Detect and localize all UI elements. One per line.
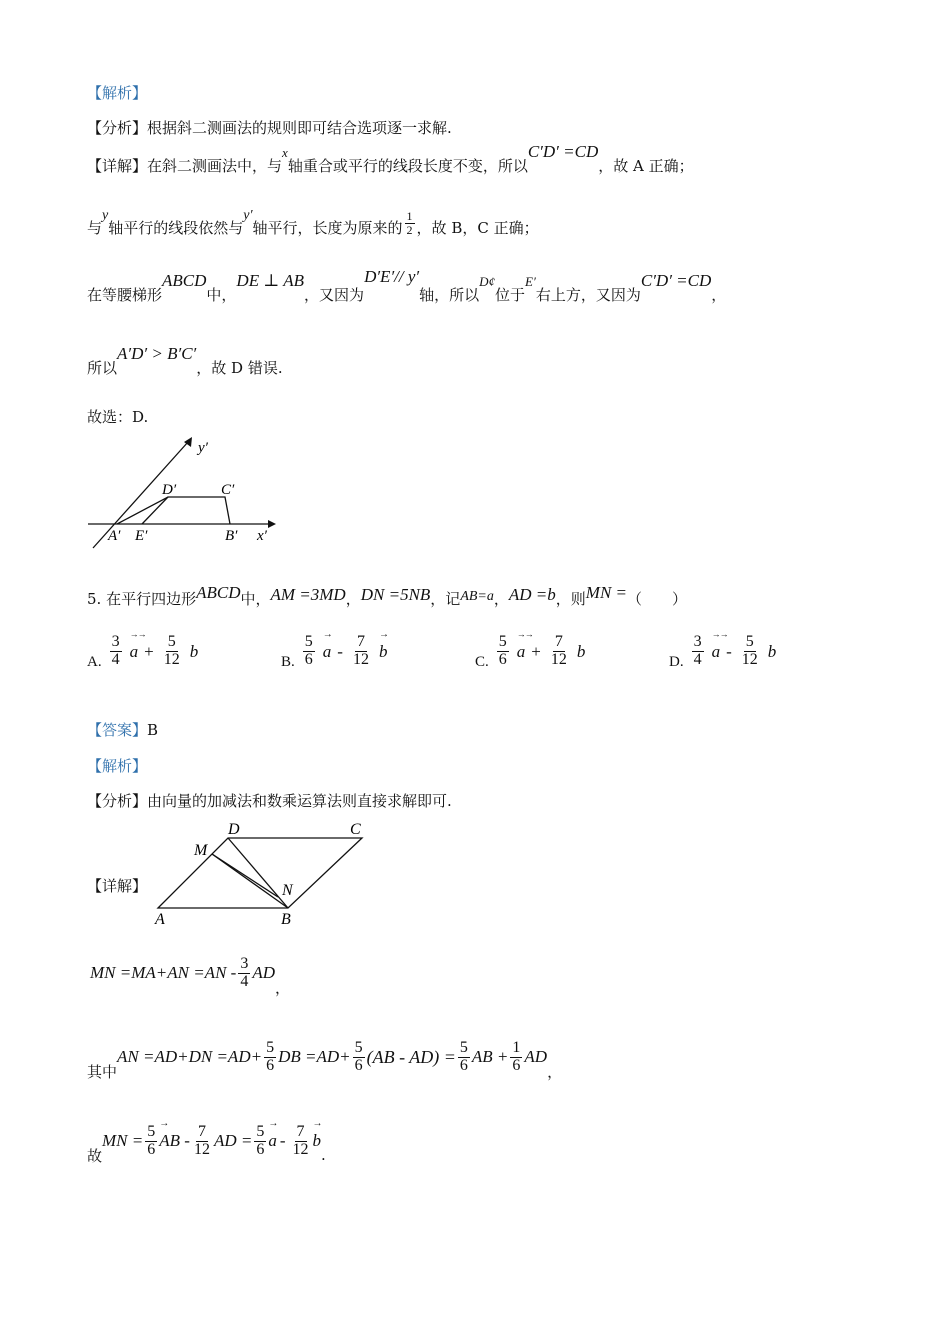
- text: 中，: [206, 286, 237, 304]
- math-ep: E′: [525, 274, 536, 289]
- option-b[interactable]: [281, 632, 387, 671]
- math-ab-eq: AB=a: [460, 589, 494, 604]
- detail-paragraph-4: [87, 344, 283, 378]
- fraction: [497, 634, 509, 669]
- label-b: B: [281, 911, 291, 928]
- math-abcd: ABCD: [162, 271, 207, 290]
- denominator: 4: [111, 651, 120, 668]
- vector-a: → a: [323, 642, 332, 662]
- math-ad-eq: AD =b: [508, 585, 556, 604]
- denominator: 6: [459, 1056, 468, 1074]
- fraction: [549, 634, 569, 669]
- detail-paragraph-2: [87, 208, 539, 242]
- trapezoid: [117, 497, 230, 524]
- math-x: x: [282, 145, 288, 160]
- vector-a: → a: [268, 1131, 277, 1151]
- option-c[interactable]: [475, 632, 585, 671]
- answer-value: B: [147, 721, 159, 739]
- math-am: AM =3MD: [270, 585, 346, 604]
- eq-rhs: AD: [252, 963, 275, 983]
- denominator: 6: [498, 651, 507, 668]
- option-label: B.: [281, 654, 295, 670]
- label-d: D: [228, 821, 240, 838]
- label-d-prime: D′: [162, 482, 177, 498]
- numerator: 5: [304, 633, 313, 651]
- numerator: 5: [167, 633, 176, 651]
- text: 在等腰梯形: [87, 286, 163, 304]
- label-a: A: [155, 911, 165, 928]
- eq-tail: ，: [547, 1062, 563, 1081]
- numerator: 5: [266, 1039, 275, 1056]
- fraction: [238, 956, 250, 991]
- analysis-text: 由向量的加减法和数乘运算法则直接求解即可.: [147, 792, 452, 810]
- denominator: 12: [741, 651, 758, 668]
- analysis-tag-2: 【解析】: [87, 757, 148, 775]
- numerator: 5: [354, 1039, 363, 1056]
- equation-2: [87, 1039, 563, 1081]
- text: ，: [493, 590, 509, 608]
- numerator: 7: [356, 633, 365, 651]
- denominator: 4: [240, 972, 249, 990]
- operator: -: [279, 1131, 286, 1151]
- text: 轴重合或平行的线段长度不变，所以: [287, 157, 528, 175]
- fraction: [264, 1040, 276, 1075]
- fraction: [458, 1040, 470, 1075]
- option-label: D.: [669, 654, 684, 670]
- math-equation: C′D′ =CD: [640, 271, 712, 290]
- detail-paragraph-1: [87, 142, 694, 176]
- eq-part: AB +: [471, 1047, 509, 1067]
- operator: -: [337, 641, 343, 661]
- detail-paragraph-3: [87, 267, 727, 305]
- text: ，则: [555, 590, 586, 608]
- denominator: 12: [550, 651, 567, 668]
- oblique-projection-figure: [80, 430, 280, 555]
- option-label: A.: [87, 654, 102, 670]
- denominator: 6: [256, 1140, 265, 1158]
- text: ，: [345, 590, 361, 608]
- math-dn: DN =5NB: [360, 585, 431, 604]
- operator: +: [144, 641, 154, 661]
- math-inequality: A′D′ > B′C′: [117, 344, 197, 363]
- vector-b: → b: [313, 1131, 322, 1151]
- question-5-stem: [87, 583, 688, 609]
- denominator: 4: [693, 651, 702, 668]
- parallelogram-figure: [150, 815, 375, 930]
- answer-paren: （ ）: [627, 590, 688, 608]
- numerator: 3: [240, 955, 249, 972]
- fraction: [110, 634, 122, 669]
- text: 在斜二测画法中，与: [147, 157, 283, 175]
- label-e-prime: E′: [135, 528, 148, 544]
- fraction: [162, 634, 182, 669]
- vector-b: b: [767, 641, 777, 661]
- answer-tag: 【答案】: [87, 721, 148, 739]
- analysis-paragraph-2: [87, 790, 452, 811]
- denominator: 12: [292, 1140, 309, 1158]
- vector-a: →→ a: [517, 642, 526, 662]
- numerator: 5: [147, 1123, 156, 1140]
- denominator: 6: [512, 1056, 521, 1074]
- math-abcd: ABCD: [196, 583, 241, 602]
- vector-b: b: [576, 641, 586, 661]
- label-c: C: [350, 821, 361, 838]
- numerator: 3: [693, 633, 702, 651]
- fraction: [351, 634, 371, 669]
- eq-part: DB =AD+: [278, 1047, 351, 1067]
- eq-part: (AB - AD) =: [366, 1046, 456, 1067]
- fraction: [510, 1040, 522, 1075]
- fraction: [353, 1040, 365, 1075]
- math-dp: D¢: [479, 274, 496, 289]
- text: ，又因为: [304, 286, 365, 304]
- analysis-label: 【分析】: [87, 792, 148, 810]
- text: 中，: [240, 590, 271, 608]
- denominator: 6: [266, 1056, 275, 1074]
- text: 与: [87, 219, 103, 238]
- text: ，: [711, 286, 727, 304]
- vector-b: b: [189, 641, 199, 661]
- detail-label: 【详解】: [87, 157, 148, 175]
- label-b-prime: B′: [225, 528, 238, 544]
- denominator: 2: [406, 222, 413, 237]
- segment-m-n: [212, 854, 278, 897]
- numerator: 5: [459, 1039, 468, 1056]
- math-mn: MN =: [585, 583, 628, 602]
- equation-1: [90, 955, 291, 997]
- detail-label-2: 【详解】: [87, 877, 148, 895]
- eq-tail: ，: [275, 978, 291, 997]
- option-a[interactable]: [87, 632, 198, 671]
- numerator: 3: [111, 633, 120, 651]
- text: 位于: [495, 286, 526, 304]
- text: ，故 A 正确；: [598, 157, 694, 175]
- denominator: 12: [352, 651, 369, 668]
- label-n: N: [282, 882, 293, 899]
- math-parallel: D′E′// y′: [364, 267, 420, 286]
- x-axis-arrow: [268, 520, 276, 528]
- option-label: C.: [475, 654, 489, 670]
- math-perp: DE ⊥ AB: [236, 271, 305, 290]
- fraction: [303, 634, 315, 669]
- answer-line-1: 故选：D.: [87, 408, 149, 426]
- numerator: 7: [554, 633, 563, 651]
- math-y: y: [102, 208, 109, 224]
- denominator: 6: [354, 1056, 363, 1074]
- text: 轴平行，长度为原来的: [252, 219, 403, 238]
- denominator: 12: [193, 1140, 210, 1158]
- label-c-prime: C′: [221, 482, 235, 498]
- analysis-paragraph: [87, 117, 452, 138]
- eq-tail: .: [321, 1146, 326, 1165]
- math-yp: y′: [243, 208, 253, 224]
- analysis-text: 根据斜二测画法的规则即可结合选项逐一求解.: [147, 119, 452, 137]
- text: 5. 在平行四边形: [87, 590, 197, 608]
- vector-a: →→ a: [712, 642, 721, 662]
- segment-d-b: [228, 838, 288, 908]
- analysis-tag: 【解析】: [87, 84, 148, 102]
- denominator: 6: [147, 1140, 156, 1158]
- numerator: 5: [745, 633, 754, 651]
- fraction: [145, 1124, 157, 1159]
- equation-3: [87, 1123, 326, 1165]
- text: ，故 D 错误.: [196, 359, 283, 377]
- fraction: [740, 634, 760, 669]
- fraction: [692, 634, 704, 669]
- eq-lhs: MN =MA+AN =AN -: [90, 963, 237, 983]
- answer-line-2: [87, 719, 158, 740]
- label-x-prime: x′: [257, 528, 267, 544]
- numerator: 7: [296, 1123, 305, 1140]
- analysis-label: 【分析】: [87, 119, 148, 137]
- operator: +: [531, 641, 541, 661]
- eq-part: AD: [524, 1047, 548, 1067]
- vector-a: →→ a: [130, 642, 139, 662]
- label-a-prime: A′: [108, 528, 121, 544]
- eq-lead: 故: [87, 1146, 103, 1165]
- text: 所以: [87, 359, 118, 377]
- numerator: 1: [512, 1039, 521, 1056]
- label-y-prime: y′: [198, 440, 208, 456]
- fraction: [192, 1124, 212, 1159]
- numerator: 7: [197, 1123, 206, 1140]
- option-d[interactable]: [669, 632, 776, 671]
- eq-part: → AB -: [159, 1131, 190, 1151]
- text: 右上方，又因为: [535, 286, 641, 304]
- eq-part: AN =AD+DN =AD+: [117, 1047, 263, 1067]
- numerator: 5: [498, 633, 507, 651]
- denominator: 12: [163, 651, 180, 668]
- segment-d-e: [142, 497, 168, 524]
- text: 轴，所以: [419, 286, 480, 304]
- fraction: [291, 1124, 311, 1159]
- parallelogram: [158, 838, 362, 908]
- eq-part: MN =: [102, 1131, 144, 1151]
- eq-lead: 其中: [87, 1062, 118, 1081]
- fraction-half: [405, 210, 415, 236]
- eq-part: AD =: [213, 1131, 253, 1151]
- denominator: 6: [304, 651, 313, 668]
- operator: -: [726, 641, 732, 661]
- text: 轴平行的线段依然与: [108, 219, 244, 238]
- vector-b: → b: [379, 642, 388, 662]
- math-equation: C′D′ =CD: [527, 142, 599, 161]
- label-m: M: [194, 842, 208, 859]
- numerator: 5: [256, 1123, 265, 1140]
- text: ，记: [430, 590, 461, 608]
- numerator: 1: [406, 209, 413, 223]
- fraction: [254, 1124, 266, 1159]
- text: ，故 B，C 正确；: [416, 219, 539, 238]
